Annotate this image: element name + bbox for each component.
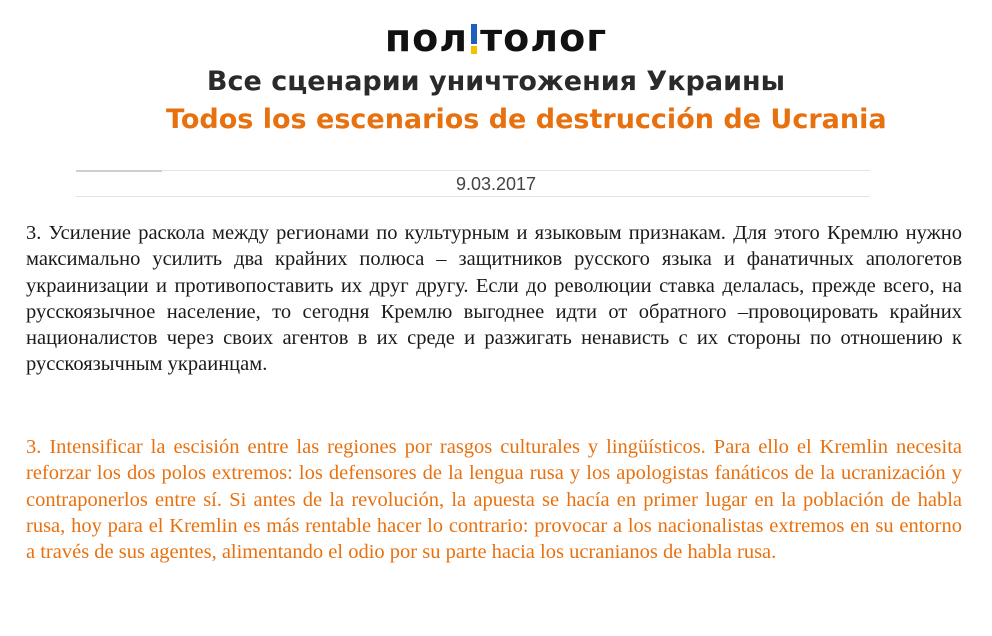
paragraph-spanish: 3. Intensificar la escisión entre las regiones por rasgos culturales y lingüísticos. Para ello el Kremlin necesita reforzar los dos polos extremos: los defensores de la lengua rusa y los apologistas fanáticos de la ucranización y contraponerlos entre sí. Si antes de la revolución, la apuesta se hacía en primer lugar en la población de habla rusa, hoy para el Kremlin es más rentable hacer lo contrario: provocar a los nacionalistas extremos en su entorno a través de sus agentes, alimentando el odio por su parte hacia los ucranianos de habla rusa. (26, 436, 962, 564)
date-divider-top (76, 170, 870, 171)
paragraph-russian: 3. Усиление раскола между регионами по культурным и языковым признакам. Для этого Кремлю нужно максимально усилить два крайних полюса – защитников русского языка и фанатичных апологетов украинизации и противопоставить их друг другу. Если до революции ставка делалась, прежде всего, на русскоязычное население, то сегодня Кремлю выгоднее идти от обратного –провоцировать крайних националистов через своих агентов в их среде и разжигать ненависть с их стороны по отношению к русскоязычным украинцам. (26, 222, 962, 376)
publication-date: 9.03.2017 (455, 174, 537, 194)
logo-text-left: пол (384, 16, 469, 60)
flag-mark-icon (471, 24, 477, 54)
date-divider-bottom (76, 196, 870, 197)
site-logo[interactable] (0, 14, 992, 62)
article-title-spanish: Todos los escenarios de destrucción de Ucrania (166, 104, 887, 135)
logo-text-right: толог (480, 16, 608, 60)
article-title-russian: Все сценарии уничтожения Украины (206, 66, 786, 97)
